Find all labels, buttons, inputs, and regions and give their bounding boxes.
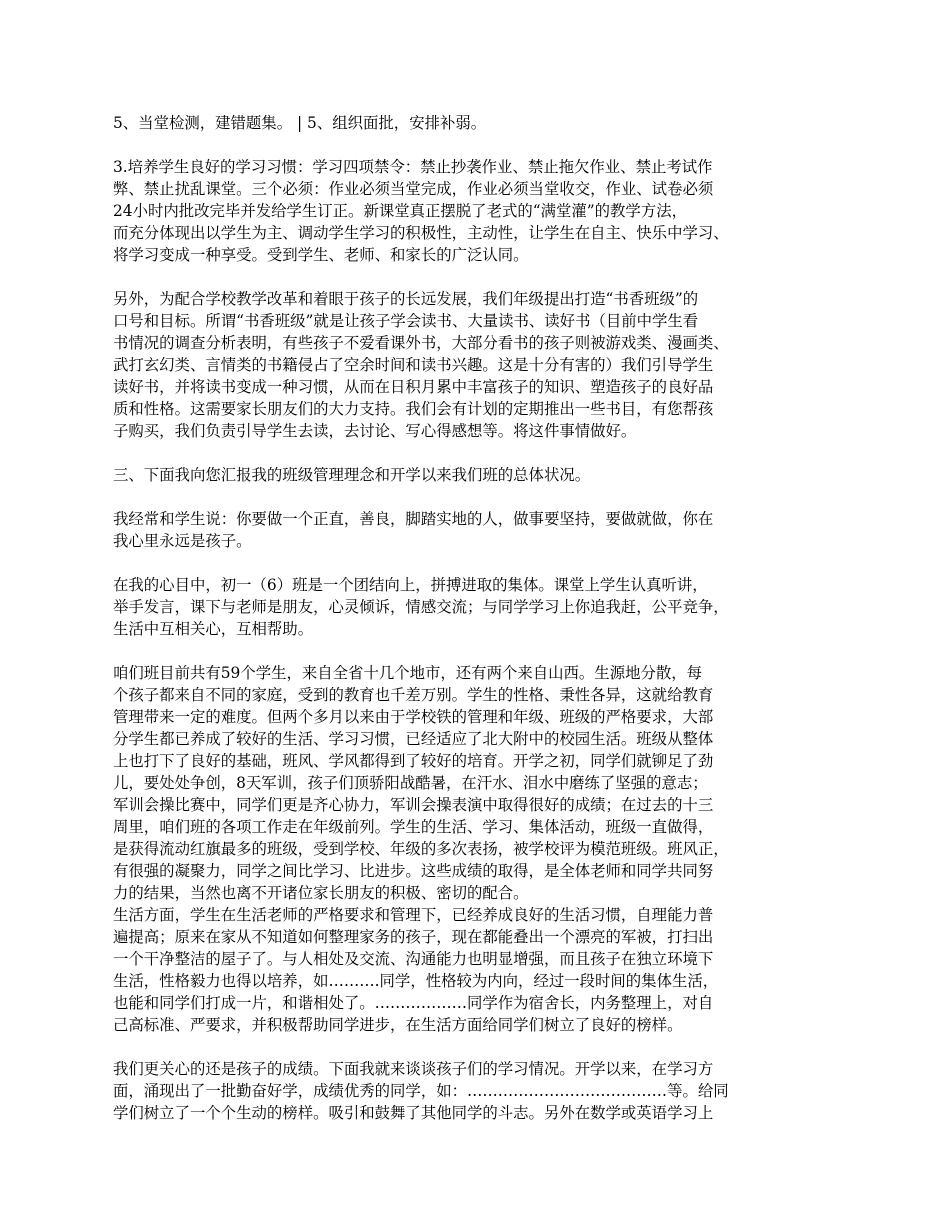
document-page — [113, 112, 841, 1146]
text-line: 我心里永远是孩子。 — [113, 532, 252, 550]
text-line: 读好书，并将读书变成一种习惯，从而在日积月累中丰富孩子的知识、塑造孩子的良好品 — [113, 378, 714, 396]
text-line: 质和性格。这需要家长朋友们的大力支持。我们会有计划的定期推出一些书目，有您帮孩 — [113, 400, 714, 418]
paragraph — [113, 662, 841, 904]
text-line: 子购买，我们负责引导学生去读，去讨论、写心得感想等。将这件事情做好。 — [113, 422, 637, 440]
text-line: 上也打下了良好的基础，班风、学风都得到了较好的培育。开学之初，同学们就铆足了劲 — [113, 752, 714, 770]
text-line: 在我的心目中，初一（6）班是一个团结向上，拼搏进取的集体。课堂上学生认真听讲， — [113, 576, 708, 594]
paragraph — [113, 156, 841, 266]
text-line: 生活方面，学生在生活老师的严格要求和管理下，已经养成良好的生活习惯，自理能力普 — [113, 906, 714, 924]
text-line: 面，涌现出了一批勤奋好学，成绩优秀的同学，如：…………………………………等。给同 — [113, 1082, 729, 1100]
text-line: 举手发言，课下与老师是朋友，心灵倾诉，情感交流；与同学学习上你追我赶，公平竞争， — [113, 598, 729, 616]
text-line: 我们更关心的还是孩子的成绩。下面我就来谈谈孩子们的学习情况。开学以来，在学习方 — [113, 1060, 714, 1078]
paragraph — [113, 464, 841, 486]
text-line: 三、下面我向您汇报我的班级管理理念和开学以来我们班的总体状况。 — [113, 466, 591, 484]
text-line: 有很强的凝聚力，同学之间比学习、比进步。这些成绩的取得，是全体老师和同学共同努 — [113, 862, 714, 880]
paragraph — [113, 904, 841, 1036]
text-line: 管理带来一定的难度。但两个多月以来由于学校铁的管理和年级、班级的严格要求，大部 — [113, 708, 714, 726]
text-line: 弊、禁止扰乱课堂。三个必须：作业必须当堂完成，作业必须当堂收交，作业、试卷必须 — [113, 180, 714, 198]
text-line: 一个干净整洁的屋子了。与人相处及交流、沟通能力也明显增强，而且孩子在独立环境下 — [113, 950, 714, 968]
text-line: 将学习变成一种享受。受到学生、老师、和家长的广泛认同。 — [113, 246, 529, 264]
text-line: 3.培养学生良好的学习习惯：学习四项禁令：禁止抄袭作业、禁止拖欠作业、禁止考试作 — [113, 158, 713, 176]
text-line: 另外，为配合学校教学改革和着眼于孩子的长远发展，我们年级提出打造“书香班级”的 — [113, 290, 699, 308]
text-line: 是获得流动红旗最多的班级，受到学校、年级的多次表扬，被学校评为模范班级。班风正， — [113, 840, 729, 858]
text-line: 军训会操比赛中，同学们更是齐心协力，军训会操表演中取得很好的成绩；在过去的十三 — [113, 796, 714, 814]
text-line: 力的结果，当然也离不开诸位家长朋友的积极、密切的配合。 — [113, 884, 529, 902]
text-line: 儿，要处处争创，8天军训，孩子们顶骄阳战酷暑，在汗水、泪水中磨练了坚强的意志； — [113, 774, 708, 792]
text-line: 学们树立了一个个生动的榜样。吸引和鼓舞了其他同学的斗志。另外在数学或英语学习上 — [113, 1104, 714, 1122]
paragraph — [113, 508, 841, 552]
paragraph — [113, 1058, 841, 1124]
text-line: 我经常和学生说：你要做一个正直，善良，脚踏实地的人，做事要坚持，要做就做，你在 — [113, 510, 714, 528]
text-line: 己高标准、严要求，并积极帮助同学进步，在生活方面给同学们树立了良好的榜样。 — [113, 1016, 683, 1034]
text-line: 个孩子都来自不同的家庭，受到的教育也千差万别。学生的性格、秉性各异，这就给教育 — [113, 686, 714, 704]
text-line: 生活，性格毅力也得以培养，如……….同学，性格较为内向，经过一段时间的集体生活， — [113, 972, 719, 990]
text-line: 也能和同学们打成一片，和谐相处了。………………同学作为宿舍长，内务整理上，对自 — [113, 994, 714, 1012]
text-line: 遍提高；原来在家从不知道如何整理家务的孩子，现在都能叠出一个漂亮的军被，打扫出 — [113, 928, 714, 946]
text-line: 咱们班目前共有59个学生，来自全省十几个地市，还有两个来自山西。生源地分散，每 — [113, 664, 703, 682]
text-line: 分学生都已养成了较好的生活、学习习惯，已经适应了北大附中的校园生活。班级从整体 — [113, 730, 714, 748]
text-line: 24小时内批改完毕并发给学生订正。新课堂真正摆脱了老式的“满堂灌”的教学方法， — [113, 202, 687, 220]
text-line: 口号和目标。所谓“书香班级”就是让孩子学会读书、大量读书、读好书（目前中学生看 — [113, 312, 699, 330]
text-line: 周里，咱们班的各项工作走在年级前列。学生的生活、学习、集体活动，班级一直做得， — [113, 818, 714, 836]
text-line: 生活中互相关心，互相帮助。 — [113, 620, 314, 638]
text-line: 而充分体现出以学生为主、调动学生学习的积极性，主动性，让学生在自主、快乐中学习、 — [113, 224, 729, 242]
paragraph — [113, 112, 841, 134]
text-line: 武打玄幻类、言情类的书籍侵占了空余时间和读书兴趣。这是十分有害的）我们引导学生 — [113, 356, 714, 374]
text-line: 5、当堂检测，建错题集。 | 5、组织面批，安排补弱。 — [113, 114, 487, 132]
paragraph — [113, 574, 841, 640]
paragraph — [113, 288, 841, 442]
text-line: 书情况的调查分析表明，有些孩子不爱看课外书，大部分看书的孩子则被游戏类、漫画类、 — [113, 334, 729, 352]
